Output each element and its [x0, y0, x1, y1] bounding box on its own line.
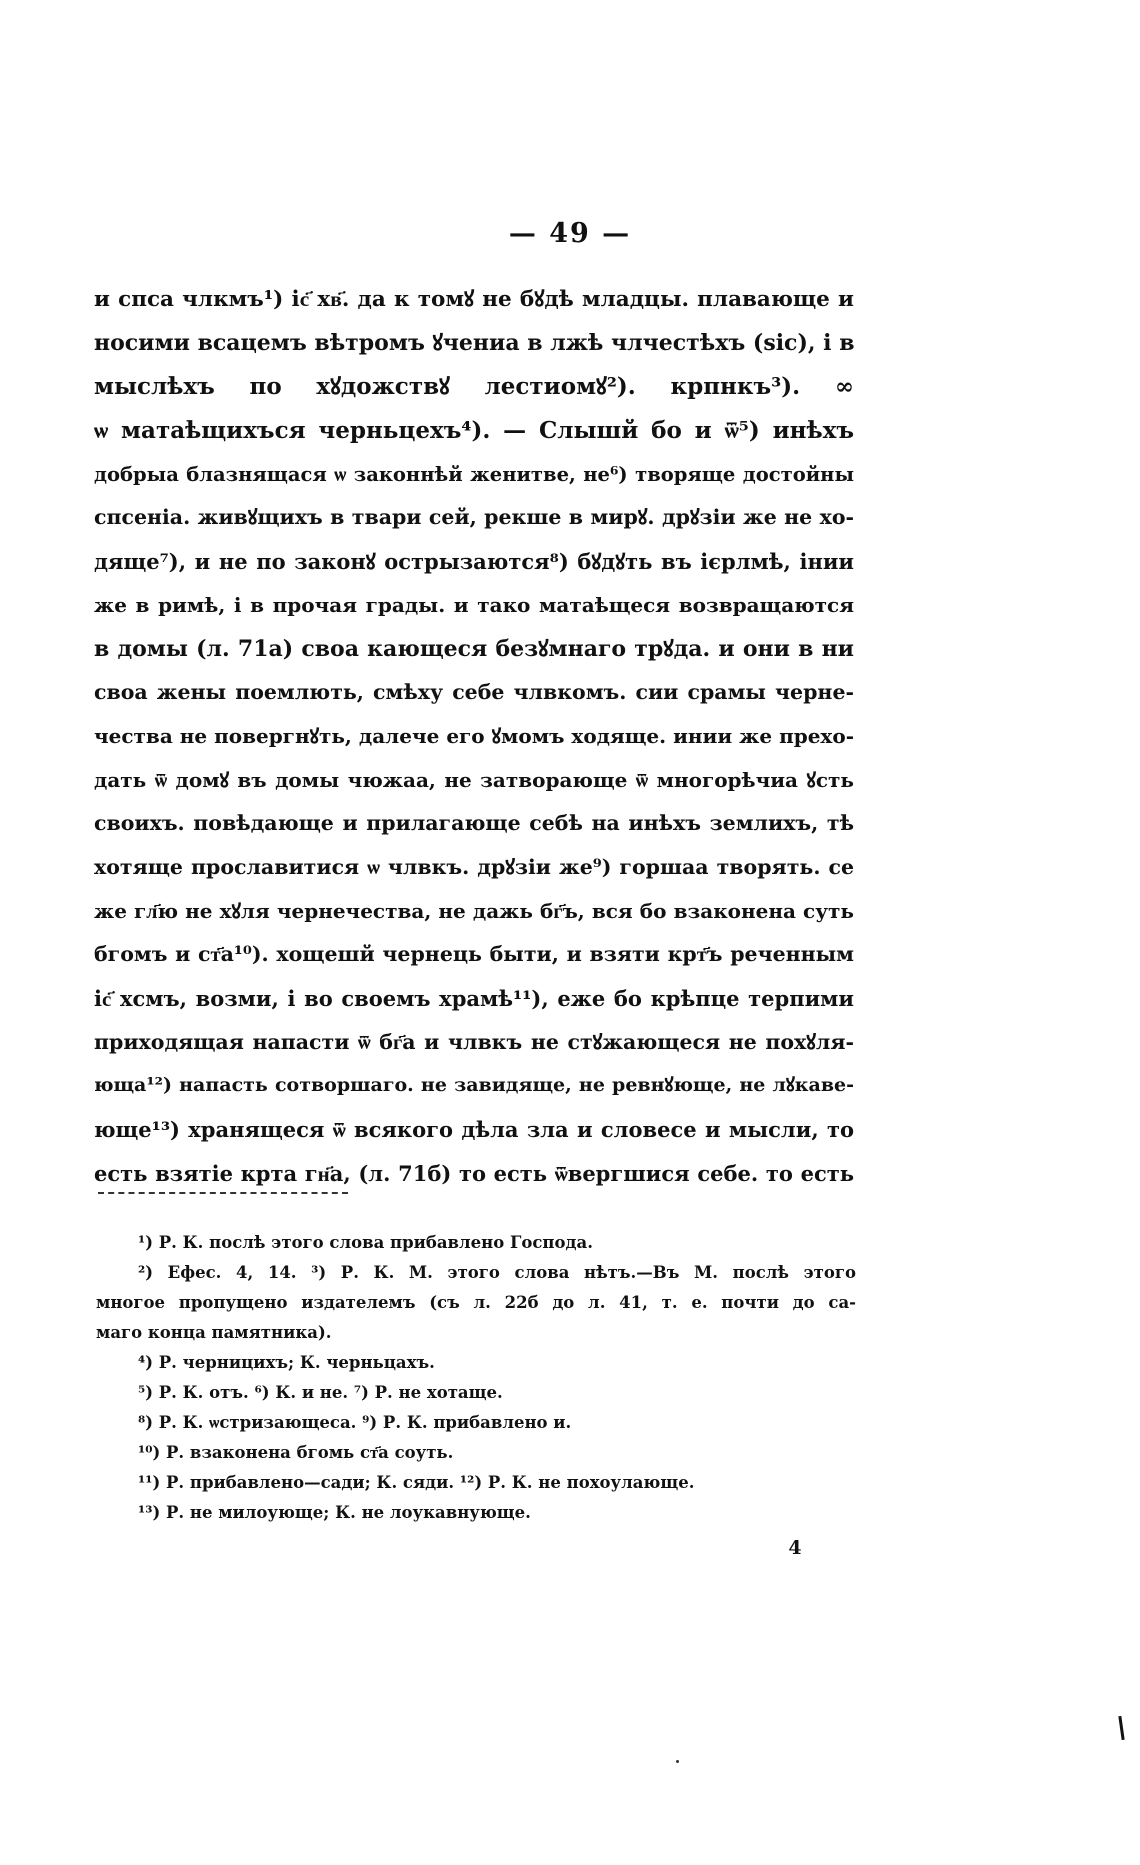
text-line: приходящая напасти ѿ бг҃а и члвкъ не стꙋжающеся не похꙋля- [94, 1029, 854, 1054]
footnote-line: ⁸) Р. К. ѡстризающеса. ⁹) Р. К. прибавлено и. [138, 1413, 572, 1432]
text-line: ѡ матаѣщихъся черньцехъ⁴). — Слышй бо и ѿ⁵) инѣхъ [94, 417, 854, 445]
text-line: дать ѿ домꙋ въ домы чюжаа, не затворающе ѿ многорѣчиа ꙋсть [94, 767, 854, 792]
main-text [94, 278, 854, 1195]
text-line: носими всацемъ вѣтромъ ꙋчениа в лжѣ члчестѣхъ (sic), і в [94, 329, 854, 356]
footnote-line: ¹) Р. К. послѣ этого слова прибавлено Господа. [138, 1233, 593, 1252]
footnote-line: ¹¹) Р. прибавлено—сади; К. сяди. ¹²) Р. К. не похоулающе. [138, 1473, 695, 1492]
footnote-line: маго конца памятника). [96, 1323, 332, 1342]
text-line: же гл҃ю не хꙋля чернечества, не дажь бг҃ъ, вся бо взаконена суть [94, 898, 854, 923]
text-line: хотяще прославитися ѡ члвкъ. дрꙋзіи же⁹) горшаа творять. се [94, 854, 854, 879]
footnotes [96, 1228, 856, 1528]
footnote-line: ²) Ефес. 4, 14. ³) Р. К. М. этого слова нѣтъ.—Въ М. послѣ этого [138, 1263, 856, 1282]
footnote-line: многое пропущено издателемъ (съ л. 22б до л. 41, т. е. почти до са- [96, 1293, 856, 1312]
text-line: юще¹³) хранящеся ѿ всякого дѣла зла и словесе и мысли, то [94, 1117, 854, 1143]
printer-signature-mark: 4 [788, 1537, 802, 1559]
text-line: юща¹²) напасть сотворшаго. не завидяще, не ревнꙋюще, не лꙋкаве- [94, 1074, 854, 1097]
footnote-line: ¹³) Р. не милоующе; К. не лоукавнующе. [138, 1503, 531, 1522]
text-line: мыслѣхъ по хꙋдожствꙋ лестиомꙋ²). крпнкъ³). ∞ [94, 373, 854, 401]
scan-mark [1118, 1716, 1124, 1740]
page-number: — 49 — [508, 218, 632, 249]
text-line: спсеніа. живꙋщихъ в твари сей, рекше в мирꙋ. дрꙋзіи же не хо- [94, 505, 854, 530]
footnote-separator [98, 1192, 348, 1194]
scan-speck [676, 1760, 679, 1763]
text-line: есть взятіе крта гн҃а, (л. 71б) то есть ѿвергшися себе. то есть [94, 1160, 854, 1186]
text-line: своа жены поемлють, смѣху себе члвкомъ. сии срамы черне- [94, 680, 854, 705]
footnote-line: ¹⁰) Р. взаконена бгомь ст҃а соуть. [138, 1443, 454, 1462]
text-line: добрыа блазнящася ѡ законнѣй женитве, не⁶) творяще достойны [94, 462, 854, 486]
text-line: и спса члкмъ¹) іс҃ хв҃. да к томꙋ не бꙋдѣ младцы. плавающе и [94, 287, 854, 312]
footnote-line: ⁵) Р. К. отъ. ⁶) К. и не. ⁷) Р. не хотаще. [138, 1383, 503, 1402]
text-line: чества не повергнꙋть, далече его ꙋмомъ ходяще. инии же прехо- [94, 723, 854, 748]
text-line: дяще⁷), и не по законꙋ острызаются⁸) бꙋдꙋть въ ієрлмѣ, інии [94, 549, 854, 575]
text-line: же в римѣ, і в прочая грады. и тако матаѣщеся возвращаются [94, 592, 854, 617]
footnote-line: ⁴) Р. черницихъ; К. черньцахъ. [138, 1353, 435, 1372]
text-line: іс҃ хсмъ, возми, і во своемъ храмѣ¹¹), еже бо крѣпце терпими [94, 986, 854, 1011]
text-line: бгомъ и ст҃а¹⁰). хощешй чернець быти, и взяти крт҃ъ реченным [94, 942, 854, 967]
text-line: своихъ. повѣдающе и прилагающе себѣ на инѣхъ землихъ, тѣ [94, 811, 854, 836]
text-line: в домы (л. 71а) своа кающеся безꙋмнаго трꙋда. и они в ни [94, 635, 854, 662]
